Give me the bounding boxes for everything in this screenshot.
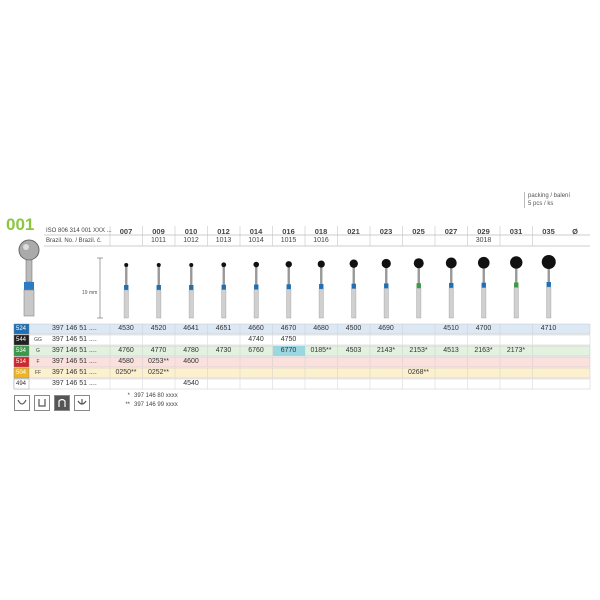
- tooth-preparation-icon: [34, 395, 50, 411]
- table-cell: [208, 379, 240, 389]
- table-cell: 4540: [183, 380, 199, 387]
- table-cell: 0250**: [115, 369, 137, 376]
- table-cell: [143, 335, 175, 345]
- brazil-number: 1015: [280, 237, 297, 244]
- table-cell: [305, 379, 337, 389]
- table-cell: [500, 357, 532, 367]
- size-header: 009: [152, 227, 165, 236]
- bur-014: [253, 262, 259, 318]
- table-cell: [143, 379, 175, 389]
- scale-label: 19 mm: [82, 290, 98, 296]
- bur-012: [221, 262, 226, 318]
- table-cell: [338, 368, 370, 378]
- footnote-text: 397 146 99 xxxx: [134, 402, 178, 408]
- table-cell: [468, 335, 500, 345]
- table-cell: 4600: [183, 358, 199, 365]
- table-cell: [468, 379, 500, 389]
- table-cell: [208, 335, 240, 345]
- bur-018: [318, 260, 325, 318]
- size-header: 035: [542, 227, 555, 236]
- table-cell: [468, 357, 500, 367]
- table-cell: 0268**: [407, 369, 430, 376]
- occlusal-cavity-icon: [14, 395, 30, 411]
- row-base-number: 397 146 51 ....: [52, 325, 97, 332]
- bur-027: [446, 258, 457, 318]
- table-cell: [273, 379, 305, 389]
- brazil-number: 1011: [150, 237, 167, 244]
- table-cell: 4651: [215, 325, 232, 332]
- size-header: 031: [509, 227, 523, 236]
- row-grit: [31, 379, 45, 389]
- table-cell: [273, 368, 305, 378]
- table-cell: [370, 335, 402, 345]
- size-header: 007: [119, 227, 133, 236]
- table-cell: 4580: [118, 358, 134, 365]
- footnote-text: 397 146 80 xxxx: [134, 393, 178, 399]
- bur-035: [542, 255, 556, 318]
- table-cell: [435, 357, 467, 367]
- bur-023: [382, 259, 391, 318]
- table-cell: [175, 335, 207, 345]
- table-cell: 4710: [540, 325, 557, 332]
- table-cell: [305, 357, 337, 367]
- table-cell: [533, 335, 565, 345]
- table-cell: 4780: [183, 347, 199, 354]
- row-grit: F: [36, 359, 40, 365]
- size-header: 021: [347, 227, 360, 236]
- table-cell: [370, 357, 402, 367]
- family-number: 001: [6, 215, 35, 234]
- size-header: 018: [314, 227, 328, 236]
- row-grit: G: [36, 348, 40, 354]
- brazil-number: 1013: [215, 237, 232, 244]
- table-cell: [338, 357, 370, 367]
- brazil-number: 1012: [183, 237, 199, 244]
- row-base-number: 397 146 51 ....: [52, 369, 97, 376]
- crown-cutting-icon: [54, 395, 70, 411]
- packing-line-1: packing / balení: [528, 193, 571, 199]
- table-cell: 4510: [443, 325, 459, 332]
- table-cell: [305, 368, 337, 378]
- row-grit: GG: [34, 337, 42, 343]
- row-code: 504: [16, 370, 27, 376]
- bur-029: [478, 257, 490, 318]
- table-cell: [305, 335, 337, 345]
- table-cell: 4680: [313, 325, 329, 332]
- bur-016: [286, 261, 292, 318]
- table-cell: 0252**: [147, 369, 170, 376]
- table-cell: 2143*: [376, 347, 396, 354]
- packing-line-2: 5 pcs / ks: [528, 201, 554, 207]
- table-cell: [435, 335, 467, 345]
- table-cell: 4740: [248, 336, 264, 343]
- finishing-icon: [74, 395, 90, 411]
- table-cell: [533, 357, 565, 367]
- footnote-mark: *: [127, 393, 130, 399]
- table-cell: [370, 379, 402, 389]
- table-cell: [175, 368, 207, 378]
- size-header: 012: [217, 227, 230, 236]
- table-cell: 0253**: [147, 358, 170, 365]
- table-cell: 4750: [280, 336, 297, 343]
- table-cell: [500, 324, 532, 334]
- table-cell: [500, 335, 532, 345]
- table-cell: 4513: [443, 347, 459, 354]
- table-cell: 2163*: [474, 347, 493, 354]
- brazil-number: 1016: [313, 237, 329, 244]
- table-cell: [110, 379, 142, 389]
- row-code: 514: [16, 359, 27, 365]
- row-grit: FF: [34, 370, 42, 376]
- table-cell: [240, 368, 272, 378]
- row-code: 534: [16, 348, 27, 354]
- table-cell: [468, 368, 500, 378]
- row-code: 544: [16, 337, 27, 343]
- table-cell: [403, 357, 435, 367]
- iso-label: ISO 806 314 001 XXX ...: [46, 228, 112, 234]
- table-cell: [273, 357, 305, 367]
- table-cell: [403, 379, 435, 389]
- table-cell: 4760: [118, 347, 134, 354]
- bur-009: [157, 263, 161, 318]
- footnote-mark: **: [125, 402, 130, 408]
- table-cell: [370, 368, 402, 378]
- table-cell: [403, 335, 435, 345]
- size-header: 027: [444, 227, 458, 236]
- table-cell: 0185**: [310, 347, 332, 354]
- table-cell: 2173*: [506, 347, 526, 354]
- table-cell: 4660: [248, 325, 264, 332]
- table-cell: [338, 335, 370, 345]
- row-code: 494: [16, 381, 27, 387]
- row-code: 524: [16, 326, 27, 332]
- size-header: 023: [379, 227, 393, 236]
- row-base-number: 397 146 51 ....: [52, 380, 97, 387]
- bur-025: [414, 258, 424, 318]
- table-cell: [403, 324, 435, 334]
- brazil-number: 1014: [248, 237, 264, 244]
- table-cell: [208, 357, 240, 367]
- bur-007: [124, 263, 128, 318]
- table-cell: [533, 368, 565, 378]
- table-cell: [240, 357, 272, 367]
- table-cell: [110, 335, 142, 345]
- row-grit: [31, 324, 45, 334]
- size-header: 016: [282, 227, 295, 236]
- table-cell: 4770: [150, 347, 167, 354]
- table-cell: [435, 368, 467, 378]
- table-cell: 2153*: [409, 347, 428, 354]
- brazil-label: Brazil. No. / Brazil. č.: [46, 238, 102, 244]
- bur-021: [350, 259, 358, 318]
- table-cell: 4530: [118, 325, 134, 332]
- table-cell: 4500: [345, 325, 362, 332]
- table-cell: [533, 379, 565, 389]
- size-header: 025: [412, 227, 425, 236]
- bur-031: [510, 256, 522, 318]
- row-base-number: 397 146 51 ....: [52, 336, 97, 343]
- size-header: 010: [184, 227, 198, 236]
- table-cell: 4641: [183, 325, 199, 332]
- table-cell: 4730: [215, 347, 232, 354]
- table-cell: 4520: [150, 325, 167, 332]
- table-cell: [435, 379, 467, 389]
- table-cell: [500, 368, 532, 378]
- row-base-number: 397 146 51 ....: [52, 347, 97, 354]
- table-cell: 6770: [273, 346, 305, 356]
- table-cell: [338, 379, 370, 389]
- table-cell: 4503: [345, 347, 362, 354]
- table-cell: [208, 368, 240, 378]
- row-base-number: 397 146 51 ....: [52, 358, 97, 365]
- table-cell: [533, 346, 565, 356]
- bur-010: [189, 263, 193, 318]
- table-cell: 4690: [378, 325, 394, 332]
- table-cell: 6760: [248, 347, 264, 354]
- size-header: 029: [477, 227, 490, 236]
- diameter-symbol: Ø: [572, 227, 578, 236]
- table-cell: [500, 379, 532, 389]
- size-header: 014: [249, 227, 263, 236]
- table-cell: [240, 379, 272, 389]
- table-cell: 4700: [475, 325, 492, 332]
- brazil-number: 3018: [475, 237, 492, 244]
- table-cell: 4670: [280, 325, 297, 332]
